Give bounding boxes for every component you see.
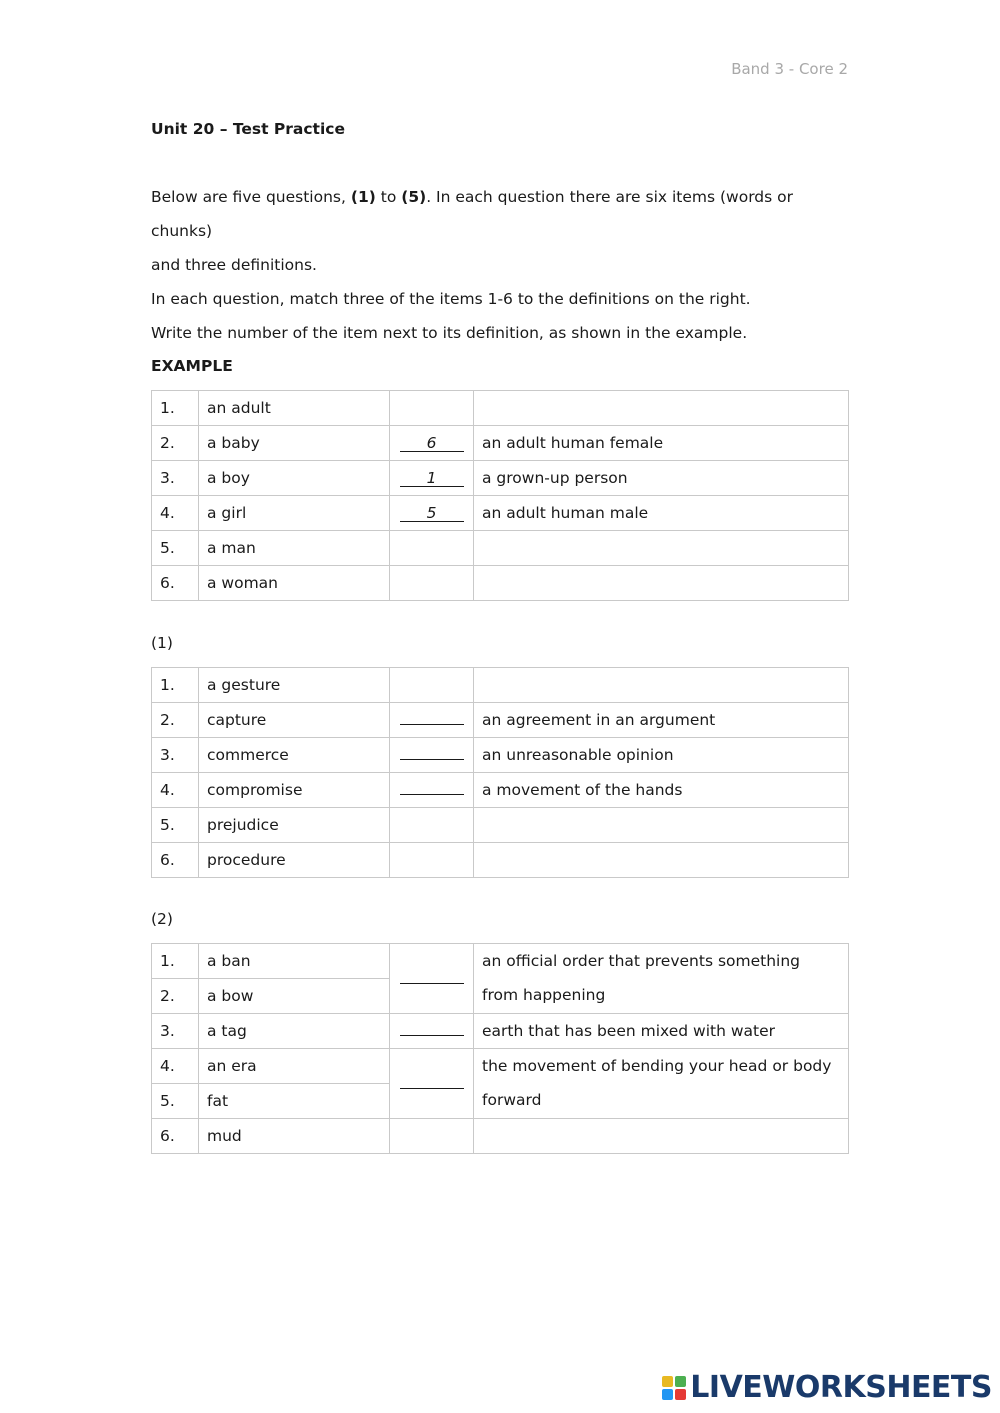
table-row: [152, 1049, 849, 1084]
item-number: 3.: [152, 461, 199, 496]
item-number: 1.: [152, 668, 199, 703]
item-number: 2.: [152, 703, 199, 738]
example-answer: 1: [400, 470, 464, 487]
table-row: [152, 668, 849, 703]
item-word: prejudice: [199, 808, 390, 843]
table-row: [152, 531, 849, 566]
question-1-label: (1): [151, 634, 173, 652]
table-row: [152, 808, 849, 843]
instruction-line-4: Write the number of the item next to its definition, as shown in the example.: [151, 324, 748, 342]
item-number: 4.: [152, 496, 199, 531]
table-row: [152, 843, 849, 878]
item-word: a bow: [199, 979, 390, 1014]
page-title: Unit 20 – Test Practice: [151, 120, 345, 138]
table-row: [152, 496, 849, 531]
item-number: 2.: [152, 426, 199, 461]
item-word: a baby: [199, 426, 390, 461]
definition-cell: [474, 531, 849, 566]
table-row: [152, 461, 849, 496]
answer-blank[interactable]: [390, 703, 474, 738]
item-word: procedure: [199, 843, 390, 878]
item-word: mud: [199, 1119, 390, 1154]
definition: an adult human female: [474, 426, 849, 461]
example-answer: 6: [400, 435, 464, 452]
instruction-line-1: Below are five questions, (1) to (5). In each question there are six items (words or chunks): [151, 188, 793, 240]
table-row: [152, 773, 849, 808]
item-number: 6.: [152, 1119, 199, 1154]
answer-cell: [390, 461, 474, 496]
item-number: 5.: [152, 808, 199, 843]
definition: earth that has been mixed with water: [474, 1014, 849, 1049]
table-row: [152, 391, 849, 426]
answer-cell: [390, 1119, 474, 1154]
answer-cell: [390, 391, 474, 426]
answer-blank[interactable]: [390, 1049, 474, 1119]
item-number: 4.: [152, 1049, 199, 1084]
item-number: 6.: [152, 843, 199, 878]
definition: a movement of the hands: [474, 773, 849, 808]
definition-cell: [474, 391, 849, 426]
answer-cell: [390, 843, 474, 878]
item-word: a woman: [199, 566, 390, 601]
definition-cell: [474, 843, 849, 878]
item-word: capture: [199, 703, 390, 738]
item-word: commerce: [199, 738, 390, 773]
item-number: 4.: [152, 773, 199, 808]
example-label: EXAMPLE: [151, 357, 233, 375]
definition-cell: [474, 668, 849, 703]
item-number: 5.: [152, 1084, 199, 1119]
example-table: [151, 390, 849, 601]
definition: an unreasonable opinion: [474, 738, 849, 773]
answer-cell: [390, 808, 474, 843]
item-word: a boy: [199, 461, 390, 496]
answer-cell: [390, 566, 474, 601]
example-answer: 5: [400, 505, 464, 522]
logo-text: LIVEWORKSHEETS: [690, 1370, 992, 1405]
item-word: an adult: [199, 391, 390, 426]
instruction-line-3: In each question, match three of the items 1-6 to the definitions on the right.: [151, 290, 751, 308]
answer-blank[interactable]: [390, 1014, 474, 1049]
answer-cell: [390, 668, 474, 703]
instructions: [151, 180, 851, 350]
item-word: an era: [199, 1049, 390, 1084]
answer-blank[interactable]: [390, 944, 474, 1014]
item-number: 1.: [152, 391, 199, 426]
item-word: a tag: [199, 1014, 390, 1049]
logo-mark-icon: [662, 1376, 686, 1400]
table-row: [152, 566, 849, 601]
item-word: a man: [199, 531, 390, 566]
table-row: [152, 1119, 849, 1154]
definition-cell: [474, 808, 849, 843]
item-number: 5.: [152, 531, 199, 566]
item-word: a gesture: [199, 668, 390, 703]
definition-cell: [474, 1119, 849, 1154]
item-number: 2.: [152, 979, 199, 1014]
table-row: [152, 944, 849, 979]
item-number: 3.: [152, 738, 199, 773]
table-row: [152, 703, 849, 738]
question-2-label: (2): [151, 910, 173, 928]
definition: the movement of bending your head or body forward: [474, 1049, 849, 1119]
question-1-table: [151, 667, 849, 878]
item-word: compromise: [199, 773, 390, 808]
answer-blank[interactable]: [390, 738, 474, 773]
question-2-table: [151, 943, 849, 1154]
liveworksheets-logo[interactable]: [662, 1370, 992, 1405]
answer-cell: [390, 496, 474, 531]
table-row: [152, 738, 849, 773]
definition-cell: [474, 566, 849, 601]
definition: an adult human male: [474, 496, 849, 531]
definition: an official order that prevents something from happening: [474, 944, 849, 1014]
answer-blank[interactable]: [390, 773, 474, 808]
table-row: [152, 426, 849, 461]
item-word: a girl: [199, 496, 390, 531]
item-word: fat: [199, 1084, 390, 1119]
answer-cell: [390, 426, 474, 461]
instruction-line-2: and three definitions.: [151, 256, 317, 274]
item-number: 1.: [152, 944, 199, 979]
table-row: [152, 1014, 849, 1049]
header-band: Band 3 - Core 2: [731, 60, 848, 78]
item-number: 6.: [152, 566, 199, 601]
answer-cell: [390, 531, 474, 566]
item-word: a ban: [199, 944, 390, 979]
definition: an agreement in an argument: [474, 703, 849, 738]
item-number: 3.: [152, 1014, 199, 1049]
definition: a grown-up person: [474, 461, 849, 496]
